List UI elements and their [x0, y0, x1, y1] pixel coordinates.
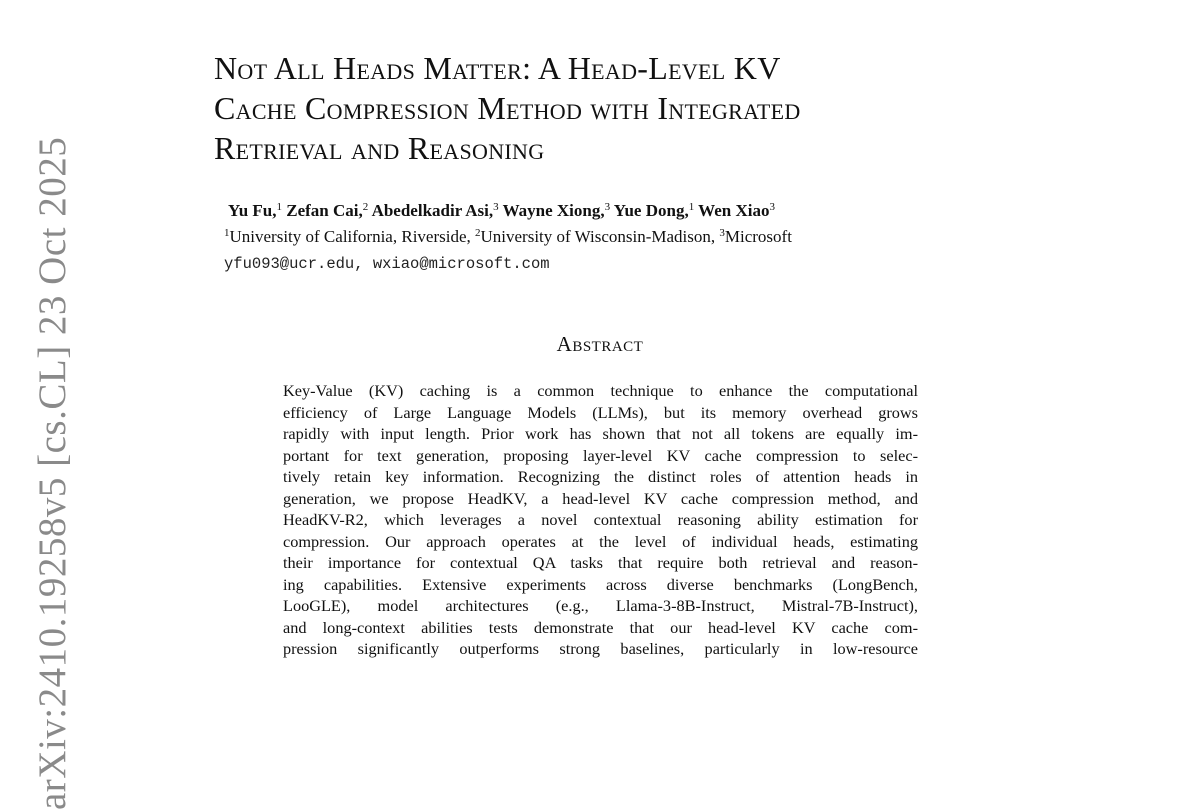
affiliation-mark: 3 [719, 227, 725, 239]
arxiv-side-stamp [10, 0, 80, 810]
abstract-line: ing capabilities. Extensive experiments across diverse benchmarks (LongBench, [283, 574, 918, 594]
author-affil-mark: 2 [362, 201, 369, 213]
author-emails: yfu093@ucr.edu, wxiao@microsoft.com [224, 255, 550, 273]
author-name: Wen Xiao [698, 201, 770, 220]
abstract-line: rapidly with input length. Prior work has shown that not all tokens are equally im- [283, 424, 918, 443]
affiliation-list [224, 227, 792, 247]
title-line: Cache Compression Method with Integrated [214, 90, 801, 126]
author-name: Yu Fu, [228, 201, 277, 220]
abstract-line: portant for text generation, proposing layer-level KV cache compression to selec- [283, 445, 918, 465]
affiliation-mark: 2 [475, 227, 481, 239]
abstract-line: their importance for contextual QA tasks that require both retrieval and reason- [283, 553, 918, 572]
abstract-line: and long-context abilities tests demonstrate that our head-level KV cache com- [283, 617, 918, 637]
author-affil-mark: 1 [688, 201, 695, 213]
abstract-body [283, 380, 918, 660]
affiliation-name: University of Wisconsin-Madison, [480, 227, 720, 246]
author-list [228, 201, 775, 221]
abstract-line: generation, we propose HeadKV, a head-level KV cache compression method, and [283, 488, 918, 508]
arxiv-identifier: arXiv:2410.19258v5 [cs.CL] 23 Oct 2025 [31, 136, 74, 810]
title-line: Retrieval and Reasoning [214, 130, 545, 166]
abstract-line: pression significantly outperforms strong baselines, particularly in low-resource [283, 639, 918, 658]
author-affil-mark: 3 [769, 201, 775, 213]
abstract-line: Key-Value (KV) caching is a common technique to enhance the computational [283, 381, 918, 400]
author-name: Abedelkadir Asi, [371, 201, 494, 220]
abstract-line: efficiency of Large Language Models (LLMs), but its memory overhead grows [283, 402, 918, 422]
title-line: Not All Heads Matter: A Head-Level KV [214, 50, 781, 86]
affiliation-mark: 1 [224, 227, 230, 239]
abstract-line: compression. Our approach operates at the level of individual heads, estimating [283, 531, 918, 551]
author-affil-mark: 3 [493, 201, 499, 213]
abstract-heading: Abstract [556, 332, 644, 356]
paper-title [214, 48, 1004, 168]
affiliation-name: University of California, Riverside, [229, 227, 476, 246]
author-name: Wayne Xiong, [502, 201, 605, 220]
author-name: Zefan Cai, [286, 201, 363, 220]
abstract-line: LooGLE), model architectures (e.g., Llama-3-8B-Instruct, Mistral-7B-Instruct), [283, 596, 918, 615]
author-affil-mark: 3 [604, 201, 611, 213]
abstract-line: tively retain key information. Recognizing the distinct roles of attention heads in [283, 467, 918, 486]
affiliation-name: Microsoft [724, 227, 792, 246]
author-name: Yue Dong, [613, 201, 689, 220]
abstract-line: HeadKV-R2, which leverages a novel contextual reasoning ability estimation for [283, 510, 918, 529]
author-affil-mark: 1 [276, 201, 283, 213]
